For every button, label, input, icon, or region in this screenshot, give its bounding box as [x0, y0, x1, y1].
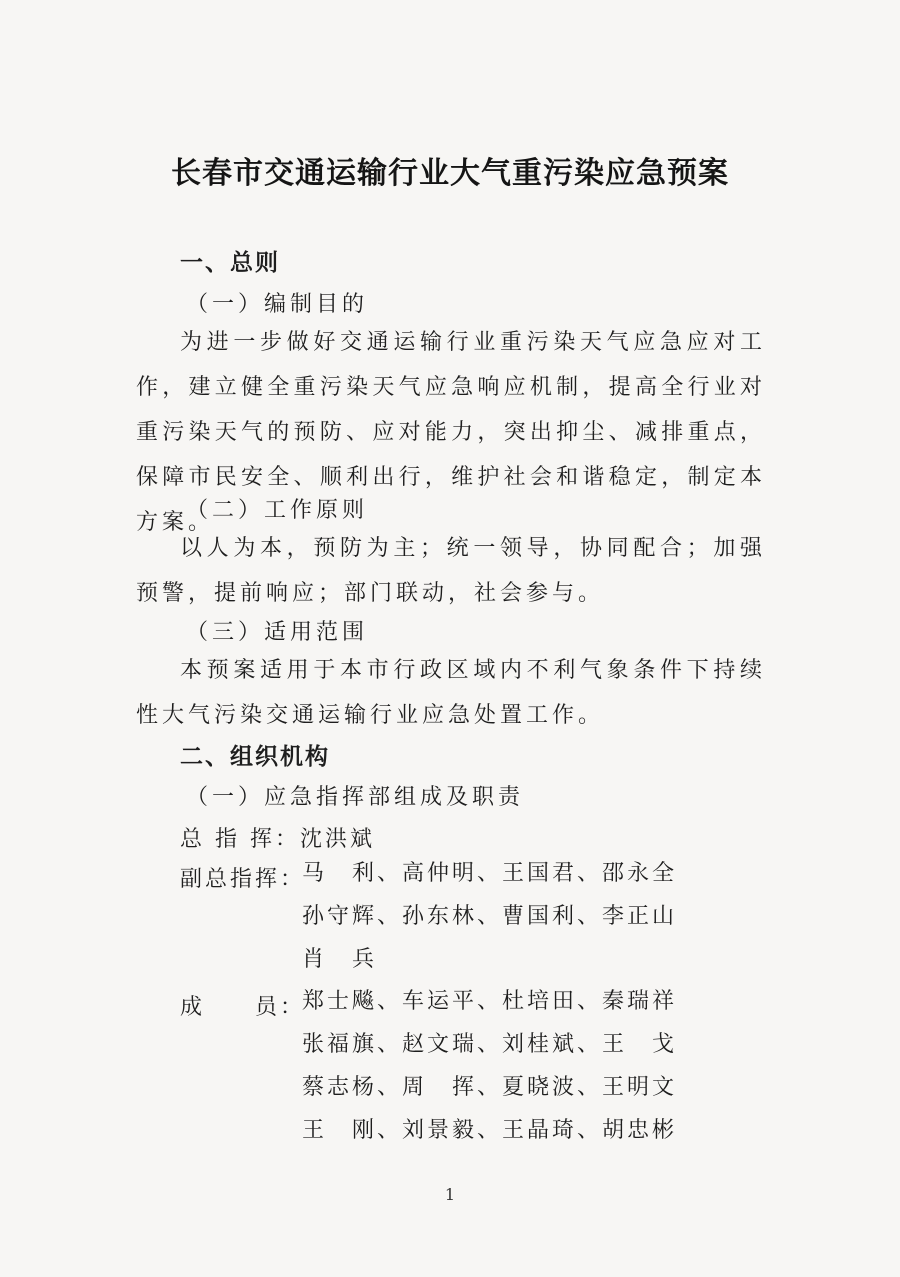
chief-row: [180, 822, 375, 853]
deputy-line: 马 利、高仲明、王国君、邵永全: [302, 861, 678, 886]
subsection-heading-command: （一）应急指挥部组成及职责: [186, 785, 525, 810]
deputy-row: [180, 862, 306, 893]
page-number: 1: [444, 1185, 456, 1204]
deputy-line: 肖 兵: [302, 947, 378, 972]
member-line: 郑士飚、车运平、杜培田、秦瑞祥: [302, 989, 678, 1014]
member-line: 王 刚、刘景毅、王晶琦、胡忠彬: [302, 1118, 678, 1143]
paragraph-principles: 以人为本，预防为主；统一领导，协同配合；加强预警，提前响应；部门联动，社会参与。: [136, 536, 766, 606]
member-label: 成 员：: [180, 995, 306, 1020]
deputy-names: [302, 852, 682, 981]
subsection-heading-scope: （三）适用范围: [186, 620, 369, 645]
paragraph-scope: 本预案适用于本市行政区域内不利气象条件下持续性大气污染交通运输行业应急处置工作。: [136, 658, 766, 728]
subsection-heading-principles: （二）工作原则: [186, 498, 369, 523]
section-heading-organization: 二、组织机构: [180, 744, 330, 770]
chief-label: 总 指 挥：: [180, 827, 300, 852]
member-line: 蔡志杨、周 挥、夏晓波、王明文: [302, 1075, 678, 1100]
paragraph-purpose: 为进一步做好交通运输行业重污染天气应急应对工作，建立健全重污染天气应急响应机制，提高全行业对重污染天气的预防、应对能力，突出抑尘、减排重点，保障市民安全、顺利出行，维护社会和谐稳定，制定本方案。: [136, 330, 766, 535]
member-row: [180, 990, 306, 1021]
section-heading-general: 一、总则: [180, 250, 280, 276]
subsection-heading-purpose: （一）编制目的: [186, 292, 369, 317]
chief-name: 沈洪斌: [300, 827, 376, 852]
member-names: [302, 980, 682, 1152]
document-title: 长春市交通运输行业大气重污染应急预案: [171, 156, 729, 191]
deputy-label: 副总指挥：: [180, 867, 306, 892]
member-line: 张福旗、赵文瑞、刘桂斌、王 戈: [302, 1032, 678, 1057]
deputy-line: 孙守辉、孙东林、曹国利、李正山: [302, 904, 678, 929]
